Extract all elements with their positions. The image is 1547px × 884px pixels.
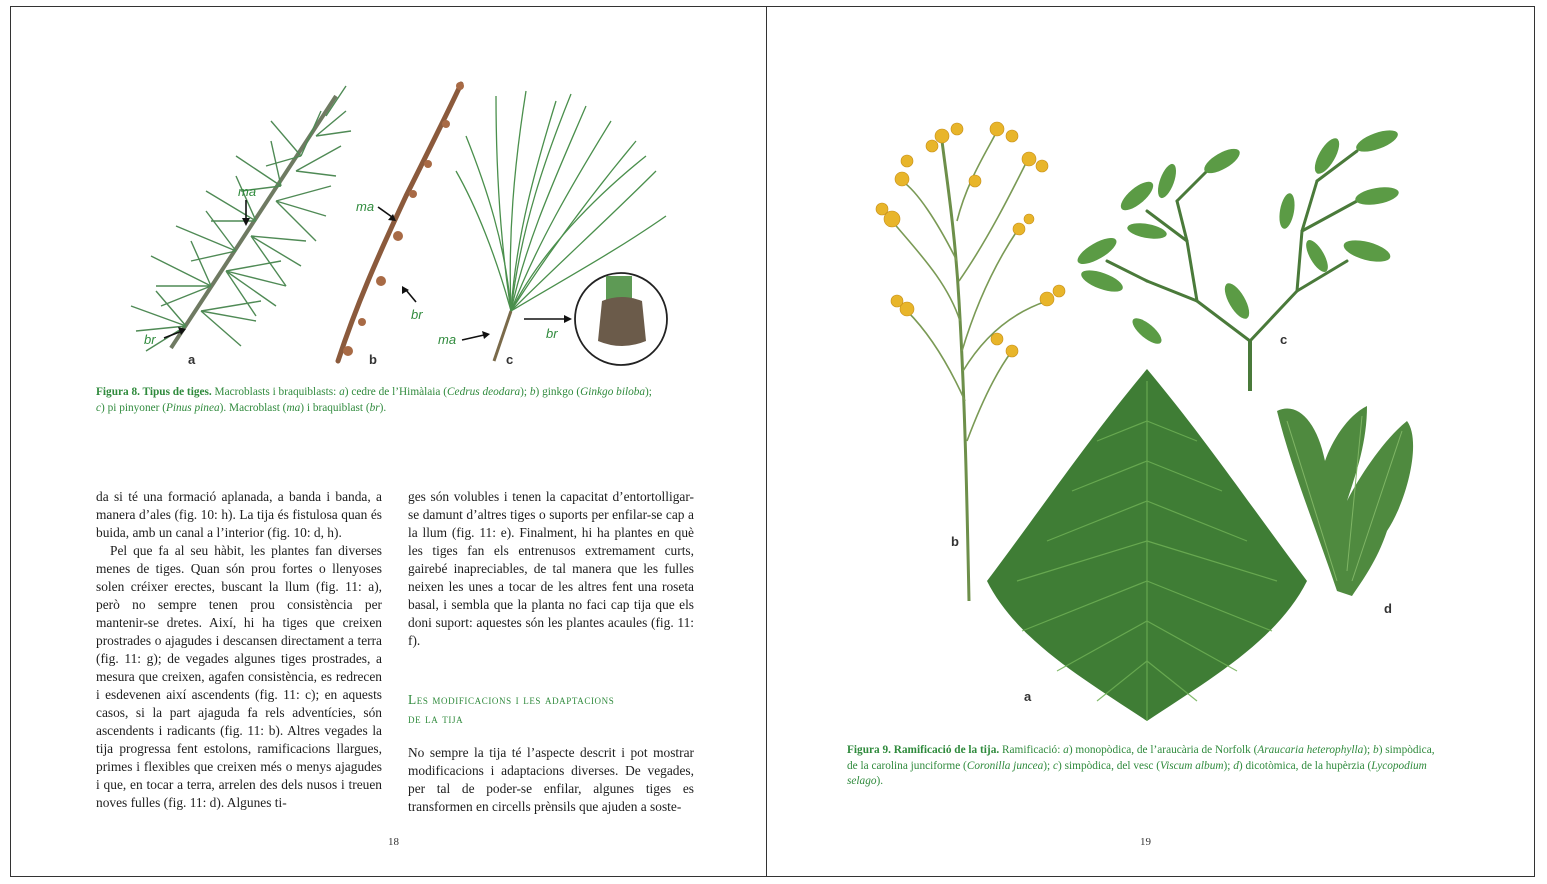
fig9-label-d: d (1384, 601, 1392, 616)
fig8-caption-text5: ); (645, 386, 652, 398)
fig8-caption-br: br (369, 401, 380, 414)
section-heading (408, 690, 708, 728)
fig9-caption-text6: ) simpòdica, del vesc ( (1058, 759, 1161, 772)
column1-paragraph-1: da si té una formació aplanada, a banda i banda, a manera d’ales (fig. 10: h). La tija és fistulosa quan és buida, amb un canal a l’interior (fig. 10: d, h). (96, 489, 382, 540)
fig8-label-br-a: br (144, 332, 156, 347)
figure-8-svg (116, 76, 676, 376)
fig9-caption-text5: ); (1043, 759, 1054, 772)
fig9-caption-a-species: Araucaria heterophylla (1257, 744, 1364, 756)
text-column-2 (408, 488, 694, 650)
fig8-label-b: b (369, 352, 377, 367)
fig8-label-c: c (506, 352, 514, 367)
fig8-caption-text6: ) pi pinyoner ( (101, 401, 166, 414)
figure-9-illustration (847, 101, 1447, 721)
fig8-caption-text4: ) ginkgo ( (535, 386, 581, 398)
fig9-caption-text3: ); (1363, 744, 1374, 756)
fig8-label-ma-c: ma (438, 332, 457, 347)
fig8-caption-text7: ). Macroblast ( (219, 401, 287, 414)
column2-paragraph-2: No sempre la tija té l’aspecte descrit i pot mostrar modificacions i adaptacions diverses. De vegades, per tal de poder-se enfilar, algunes tiges es transformen en circells prènsils que ajuden a soste- (408, 745, 694, 814)
fig9-caption-text7: ); (1223, 759, 1234, 772)
figure-9-caption (847, 743, 1447, 790)
fig9-caption-a: a (1063, 744, 1069, 756)
page-number-left: 18 (388, 836, 399, 848)
ginkgo-twig-illustration (338, 82, 464, 367)
fig8-label-br-b: br (411, 307, 423, 322)
column1-paragraph-2: Pel que fa al seu hàbit, les plantes fan diverses menes de tiges. Quan són prou fortes o llenyoses solen créixer erectes, buscant la llum (fig. 11: a), però no sempre tenen prou consistència per mantenir-se dretes. Així, hi ha tiges que creixen prostrades o ajagudes i descansen directament a terra (fig. 11: g); de vegades algunes tiges prostrades, a mesura que creixen, agafen consistència, es redrecen i esdevenen així ascendents (fig. 11: c); en aquests casos, si la part ajaguda fa rels adventícies, són ascendents i radicants (fig. 11: b). Altres vegades la tija progressa fent estolons, ramificacions llargues, primes i flexibles que creixen més o menys ajagudes i que, en tocar a terra, arrelen des dels nusos i treuen noves fulles (fig. 11: d). Algunes ti- (96, 543, 382, 810)
fig8-caption-b-species: Ginkgo biloba (580, 386, 646, 398)
figure-8-illustration (116, 76, 676, 376)
fig9-caption-c: c (1053, 759, 1059, 772)
cedar-branch-illustration (131, 86, 351, 367)
figure-9-svg (847, 101, 1447, 721)
fig8-caption-text9: ). (379, 401, 387, 414)
fig9-caption-text1: Ramificació: (999, 744, 1064, 756)
fig8-label-a: a (188, 352, 196, 367)
fig9-caption-b: b (1373, 744, 1379, 756)
page-number-right: 19 (1140, 836, 1151, 848)
right-page (767, 6, 1534, 877)
araucaria-illustration (987, 369, 1307, 721)
fig8-caption-c-species: Pinus pinea (165, 401, 220, 414)
text-column-1 (96, 488, 382, 812)
fig9-caption-title: Figura 9. Ramificació de la tija. (847, 744, 1000, 756)
figure-8-caption (96, 385, 708, 416)
fig8-label-ma-a: ma (238, 184, 257, 199)
fig9-label-c: c (1280, 332, 1288, 347)
fig9-caption-text4: ) simpòdica, de la carolina junciforme ( (847, 744, 1435, 772)
fig9-caption-c-species: Viscum album (1160, 759, 1224, 772)
left-page (11, 6, 766, 877)
fig8-label-ma-b: ma (356, 199, 375, 214)
fig8-caption-ma: ma (286, 401, 301, 414)
fig8-caption-c: c (96, 401, 102, 414)
fig9-caption-text2: ) monopòdica, de l’araucària de Norfolk ( (1068, 744, 1258, 756)
fig8-caption-a: a (339, 386, 345, 398)
fig9-caption-b-species: Coronilla juncea (966, 759, 1044, 772)
fig9-label-b: b (951, 534, 959, 549)
text-column-2-continued (408, 744, 694, 816)
section-heading-line-1: Les modificacions i les adaptacions (408, 692, 615, 707)
fig9-caption-d-species: Lycopodium selago (847, 759, 1427, 787)
fig9-caption-text8: ) dicotòmica, de la hupèrzia ( (1238, 759, 1372, 772)
fig8-label-br-c: br (546, 326, 558, 341)
fig8-caption-title: Figura 8. Tipus de tiges. (96, 386, 212, 398)
column2-paragraph-1: ges són volubles i tenen la capacitat d’entortolligar-se damunt d’altres tiges o suports per enfilar-se cap a la llum (fig. 11: e). Finalment, hi ha plantes en què les tiges fan els entrenusos extremament curts, gairebé inapreciables, de tal manera que les fulles neixen les unes a tocar de les altres fent una roseta basal, i sembla que la planta no faci cap tija que els doni suport: aquestes són les plantes acaules (fig. 11: f). (408, 489, 694, 648)
fig8-caption-text2: ) cedre de l’Himàlaia ( (344, 386, 448, 398)
fig8-caption-text8: ) i braquiblast ( (300, 401, 370, 414)
fig9-caption-text9: ). (876, 775, 884, 787)
fig8-caption-text3: ); (520, 386, 530, 398)
fig9-caption-d: d (1233, 759, 1239, 772)
fig8-caption-text1: Macroblasts i braquiblasts: (211, 386, 340, 398)
section-heading-line-2: de la tija (408, 711, 464, 726)
fig8-caption-a-species: Cedrus deodara (447, 386, 521, 398)
fig8-caption-b: b (529, 386, 536, 398)
pine-needles-illustration (438, 91, 667, 367)
fig9-label-a: a (1024, 689, 1032, 704)
viscum-illustration (1074, 126, 1400, 391)
